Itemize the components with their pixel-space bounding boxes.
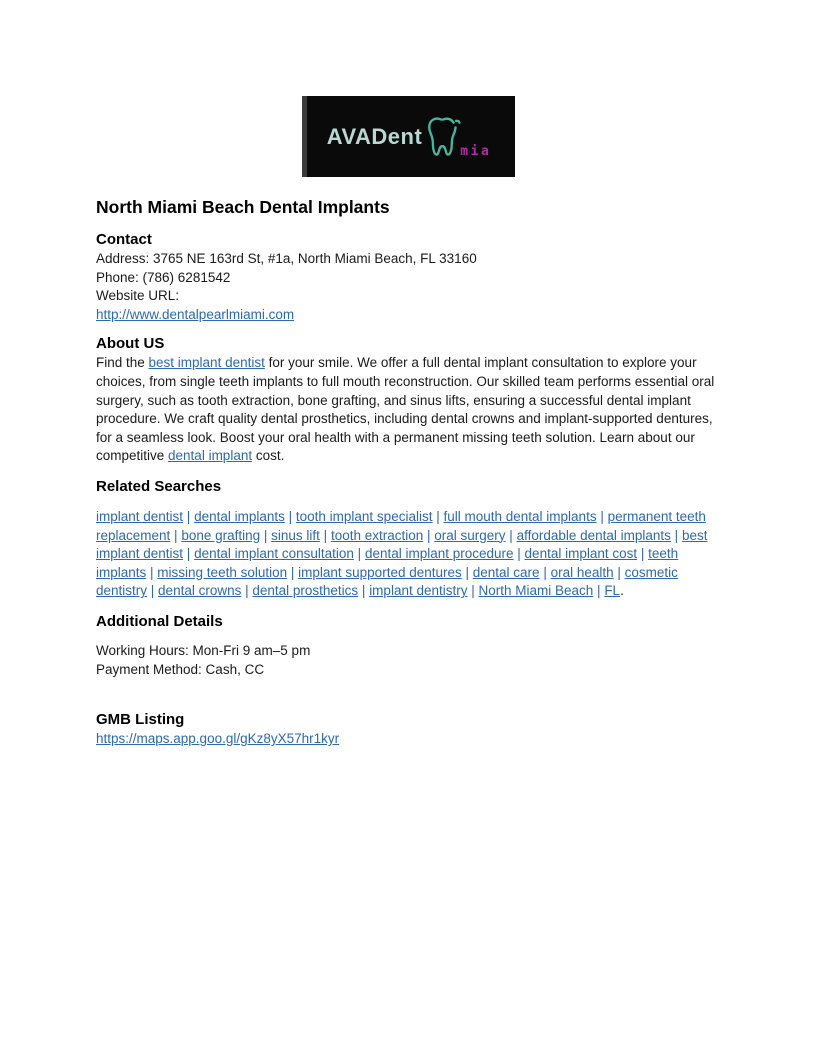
contact-website-label: Website URL: xyxy=(96,288,180,304)
related-search-link[interactable]: dental implants xyxy=(194,508,285,524)
related-search-link[interactable]: tooth implant specialist xyxy=(295,508,433,524)
about-text-intro: Find the xyxy=(96,355,149,371)
related-search-link[interactable]: dental implant consultation xyxy=(194,546,354,562)
contact-heading: Contact xyxy=(96,231,152,248)
related-search-link[interactable]: sinus lift xyxy=(271,527,320,543)
logo-subbrand-text: mia xyxy=(460,144,492,159)
about-text-outro: cost. xyxy=(252,448,285,464)
document-content xyxy=(96,196,724,749)
related-search-link[interactable]: dental care xyxy=(472,564,540,580)
working-hours: Working Hours: Mon-Fri 9 am–5 pm xyxy=(96,642,311,658)
related-searches-heading: Related Searches xyxy=(96,477,222,495)
related-search-link[interactable]: full mouth dental implants xyxy=(443,508,597,524)
related-search-link[interactable]: teeth implants xyxy=(96,546,679,580)
related-search-link[interactable]: oral health xyxy=(550,564,614,580)
logo-brand-text: AVADent xyxy=(326,123,423,149)
related-search-link[interactable]: FL xyxy=(604,583,621,599)
related-search-link[interactable]: missing teeth solution xyxy=(157,564,288,580)
tooth-icon xyxy=(423,115,463,161)
gmb-listing-heading: GMB Listing xyxy=(96,711,185,729)
related-search-link[interactable]: implant dentistry xyxy=(369,583,468,599)
related-search-link[interactable]: dental crowns xyxy=(158,583,242,599)
payment-method: Payment Method: Cash, CC xyxy=(96,661,265,677)
best-implant-dentist-link[interactable]: best implant dentist xyxy=(148,355,265,371)
logo-row xyxy=(0,0,816,177)
dental-implant-link[interactable]: dental implant xyxy=(168,448,253,464)
contact-address: Address: 3765 NE 163rd St, #1a, North Miami Beach, FL 33160 xyxy=(96,251,477,266)
about-text-middle: for your smile. We offer a full dental implant consultation to explore your choices, from single teeth implants to full mouth reconstruction. Our skilled team performs essential oral surgery, such as tooth extraction, bone grafting, and sinus lifts, ensuring a successful dental implant procedure. We craft quality dental prosthetics, including dental crowns and implant-supported dentures, for a seamless look. Boost your oral health with a permanent missing teeth solution. Learn about our competitive xyxy=(96,355,715,464)
related-search-link[interactable]: bone grafting xyxy=(181,527,261,543)
related-search-link[interactable]: affordable dental implants xyxy=(516,527,671,543)
related-search-link[interactable]: implant supported dentures xyxy=(298,564,462,580)
related-searches-terminator: . xyxy=(620,583,624,599)
related-search-link[interactable]: best implant dentist xyxy=(96,527,708,562)
about-heading: About US xyxy=(96,335,165,353)
related-search-link[interactable]: tooth extraction xyxy=(330,527,424,543)
related-search-link[interactable]: permanent teeth replacement xyxy=(96,508,706,543)
additional-details-heading: Additional Details xyxy=(96,612,223,630)
related-searches-links: implant dentist | dental implants | tooth implant specialist | full mouth dental implants | permanent teeth replacement | bone grafting | sinus lift | tooth extraction | oral surgery | affordable dental implants | best implant dentist | dental implant consultation | dental implant procedure | dental implant cost | teeth implants | missing teeth solution | implant supported dentures | dental care | oral health | cosmetic dentistry | dental crowns | dental prosthetics | implant dentistry | North Miami Beach | FL. xyxy=(96,508,708,599)
gmb-link[interactable]: https://maps.app.goo.gl/gKz8yX57hr1kyr xyxy=(96,731,340,747)
related-search-link[interactable]: dental implant cost xyxy=(524,546,638,562)
avadent-mia-logo xyxy=(302,96,515,177)
related-search-link[interactable]: cosmetic dentistry xyxy=(96,564,678,599)
related-search-link[interactable]: implant dentist xyxy=(96,508,184,524)
website-link[interactable]: http://www.dentalpearlmiami.com xyxy=(96,306,295,322)
related-search-link[interactable]: North Miami Beach xyxy=(478,583,594,599)
related-search-link[interactable]: dental implant procedure xyxy=(364,546,514,562)
contact-phone: Phone: (786) 6281542 xyxy=(96,269,231,285)
about-paragraph xyxy=(96,354,724,466)
related-search-link[interactable]: dental prosthetics xyxy=(252,583,359,599)
page-title: North Miami Beach Dental Implants xyxy=(96,197,390,217)
related-search-link[interactable]: oral surgery xyxy=(434,527,506,543)
